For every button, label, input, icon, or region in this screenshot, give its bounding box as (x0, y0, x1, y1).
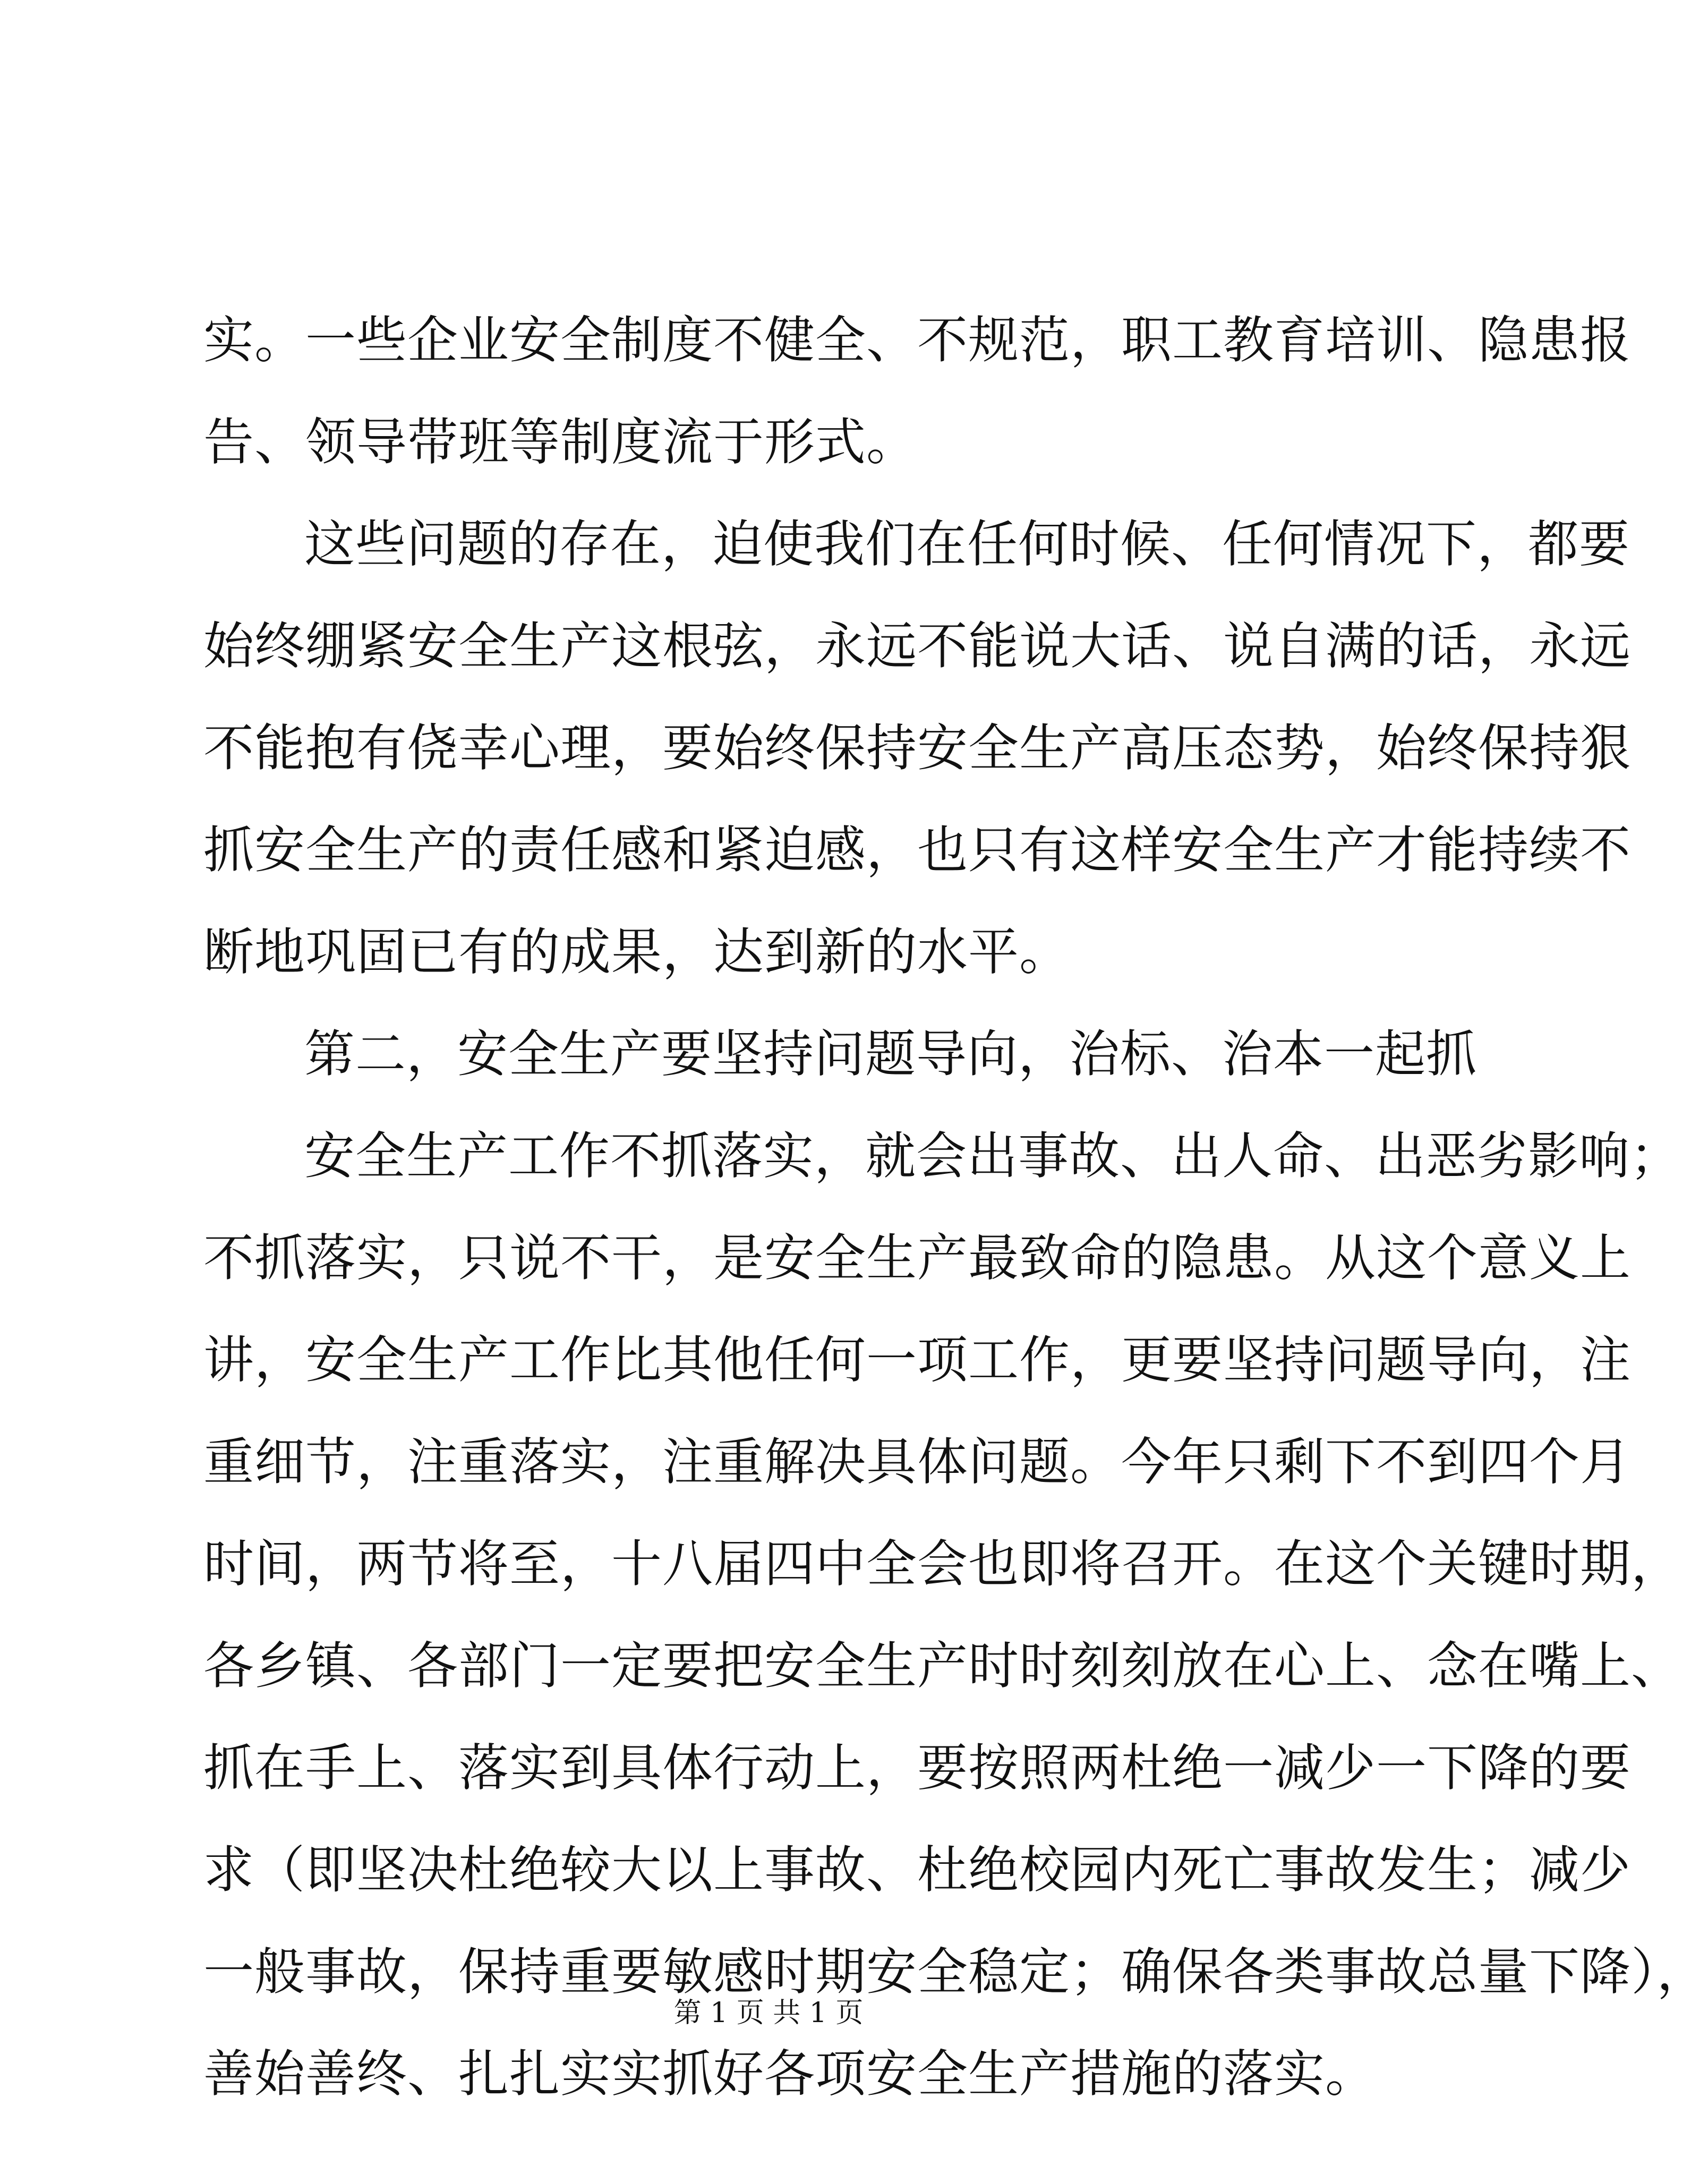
section-heading: 第二，安全生产要坚持问题导向，治标、治本一起抓 (304, 1025, 1478, 1084)
text-line: 讲，安全生产工作比其他任何一项工作，更要坚持问题导向，注 (203, 1331, 1632, 1389)
text-line: 善始善终、扎扎实实抓好各项安全生产措施的落实。 (203, 2045, 1377, 2103)
text-line: 一般事故，保持重要敏感时期安全稳定；确保各类事故总量下降）， (203, 1943, 1708, 2001)
text-line: 时间，两节将至，十八届四中全会也即将召开。在这个关键时期， (203, 1535, 1683, 1593)
text-line: 不抓落实，只说不干，是安全生产最致命的隐患。从这个意义上 (203, 1229, 1632, 1288)
page-footer (0, 1994, 1537, 2032)
text-line: 求（即坚决杜绝较大以上事故、杜绝校园内死亡事故发生；减少 (203, 1841, 1632, 1899)
text-line: 重细节，注重落实，注重解决具体问题。今年只剩下不到四个月 (203, 1433, 1632, 1491)
text-line: 抓在手上、落实到具体行动上，要按照两杜绝一减少一下降的要 (203, 1739, 1632, 1797)
text-line: 始终绷紧安全生产这根弦，永远不能说大话、说自满的话，永远 (203, 617, 1632, 676)
paragraph-start-line: 这些问题的存在，迫使我们在任何时候、任何情况下，都要 (304, 515, 1630, 574)
text-line: 不能抱有侥幸心理，要始终保持安全生产高压态势，始终保持狠 (203, 719, 1632, 778)
text-line: 抓安全生产的责任感和紧迫感，也只有这样安全生产才能持续不 (203, 821, 1632, 880)
document-body (203, 289, 1708, 2125)
text-line: 实。一些企业安全制度不健全、不规范，职工教育培训、隐患报 (203, 311, 1632, 370)
page-number-label: 第 1 页 共 1 页 (673, 1997, 864, 2029)
text-line: 告、领导带班等制度流于形式。 (203, 413, 918, 472)
text-line: 断地巩固已有的成果，达到新的水平。 (203, 923, 1071, 982)
paragraph-start-line: 安全生产工作不抓落实，就会出事故、出人命、出恶劣影响； (304, 1127, 1681, 1186)
text-line: 各乡镇、各部门一定要把安全生产时时刻刻放在心上、念在嘴上、 (203, 1637, 1683, 1695)
